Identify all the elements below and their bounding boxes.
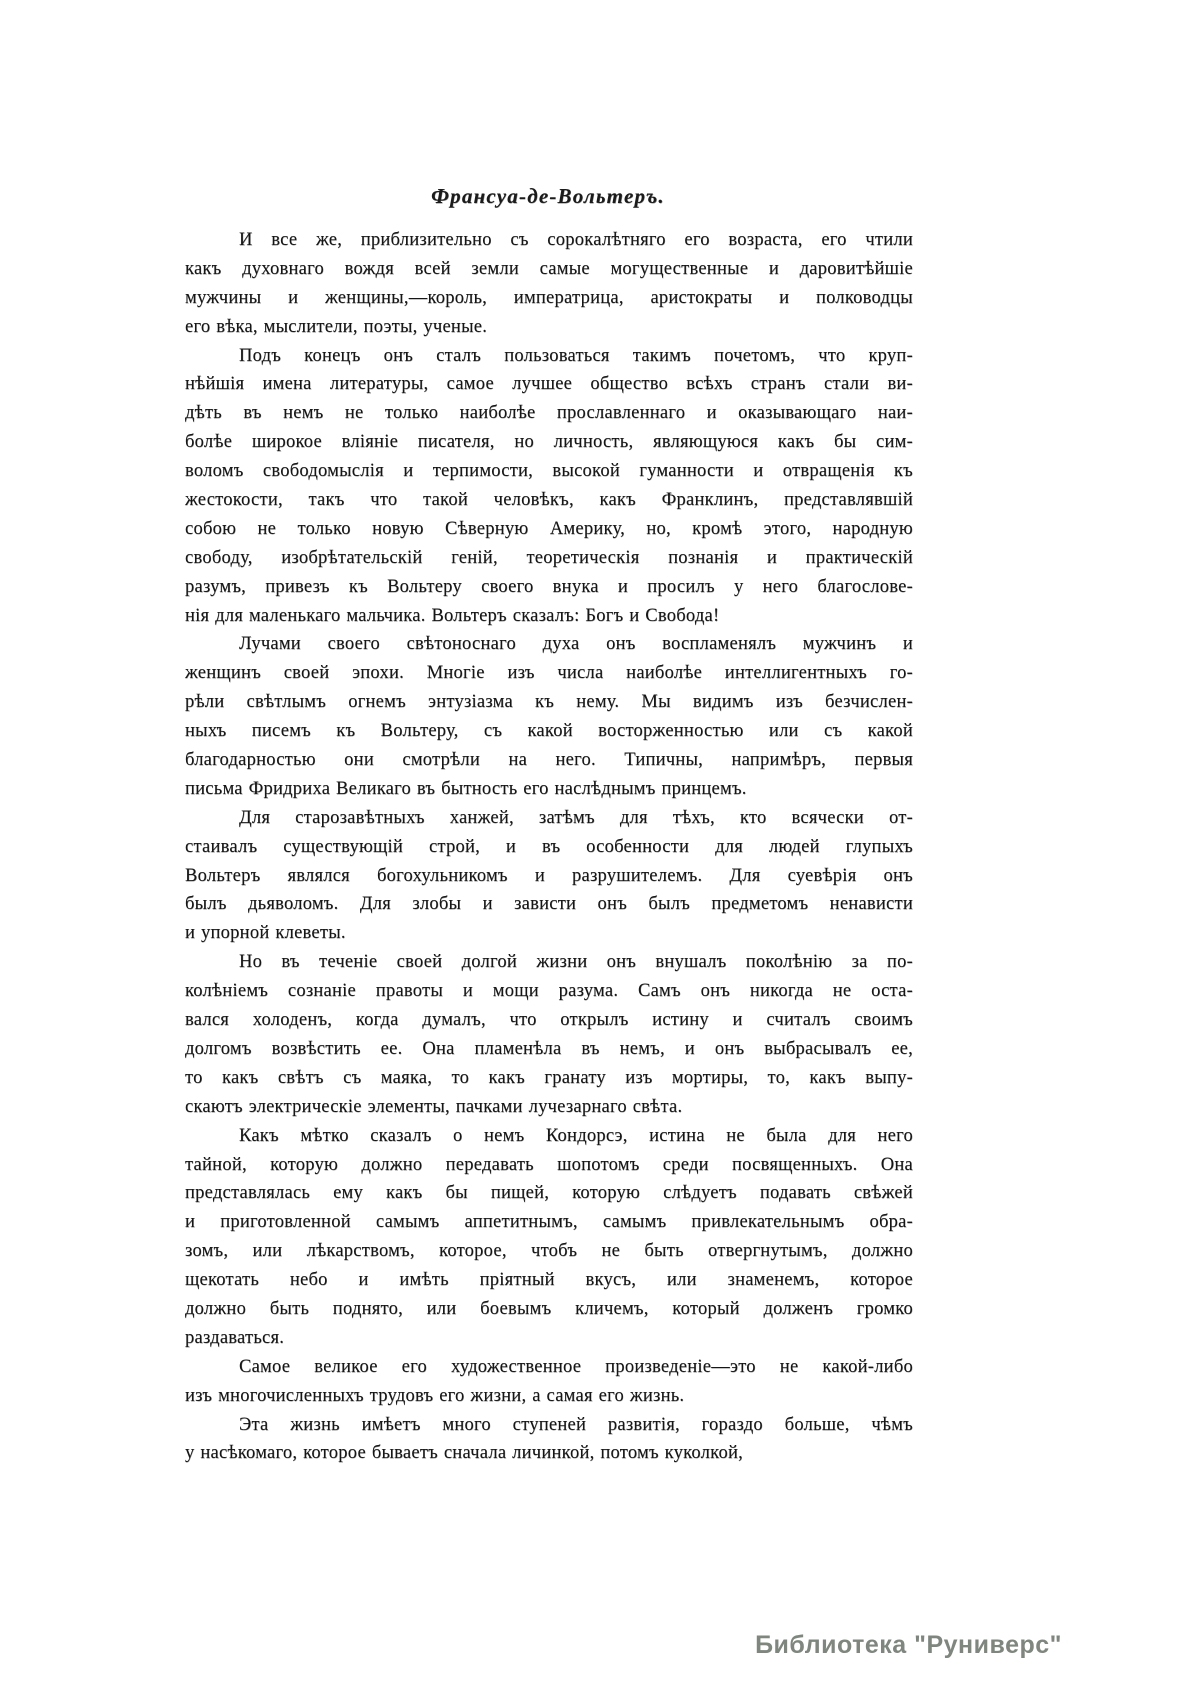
text-line: раздаваться. (185, 1327, 285, 1348)
text-line: тайной, которую должно передавать шопотомъ среди посвященныхъ. Она (185, 1154, 913, 1175)
text-line: то какъ свѣтъ съ маяка, то какъ гранату изъ мортиры, то, какъ выпу- (185, 1067, 913, 1088)
text-line: какъ духовнаго вождя всей земли самые могущественные и даровитѣйшіе (185, 258, 913, 279)
text-line: вался холоденъ, когда думалъ, что открылъ истину и считалъ своимъ (185, 1010, 913, 1031)
text-line: дѣть въ немъ не только наиболѣе прославленнаго и оказывающаго наи- (185, 403, 913, 424)
text-line: женщинъ своей эпохи. Многіе изъ числа наиболѣе интеллигентныхъ го- (185, 663, 913, 684)
text-line: зомъ, или лѣкарствомъ, которое, чтобъ не быть отвергнутымъ, должно (185, 1241, 913, 1262)
text-line: И все же, приблизительно съ сорокалѣтняго его возраста, его чтили (239, 230, 913, 250)
text-line: и приготовленной самымъ аппетитнымъ, самымъ привлекательнымъ обра- (185, 1212, 913, 1233)
text-line: и упорной клеветы. (185, 923, 346, 944)
text-line: должно быть поднято, или боевымъ кличемъ, который долженъ громко (185, 1298, 913, 1319)
text-line: его вѣка, мыслители, поэты, ученые. (185, 316, 488, 337)
text-line: мужчины и женщины,—король, императрица, аристократы и полководцы (185, 287, 913, 308)
text-line: Лучами своего свѣтоноснаго духа онъ воспламенялъ мужчинъ и (239, 634, 913, 655)
text-line: стаивалъ существующій строй, и въ особенности для людей глупыхъ (185, 836, 913, 857)
text-line: Вольтеръ являлся богохульникомъ и разрушителемъ. Для суевѣрія онъ (185, 865, 913, 886)
text-line: благодарностью они смотрѣли на него. Типичны, напримѣръ, первыя (185, 750, 913, 771)
text-line: былъ дьяволомъ. Для злобы и зависти онъ былъ предметомъ ненависти (185, 894, 913, 915)
text-line: ныхъ писемъ къ Вольтеру, съ какой восторженностью или съ какой (185, 721, 913, 742)
text-line: нѣйшія имена литературы, самое лучшее общество всѣхъ странъ стали ви- (185, 374, 913, 395)
text-line: долгомъ возвѣстить ее. Она пламенѣла въ немъ, и онъ выбрасывалъ ее, (185, 1038, 913, 1059)
text-line: болѣе широкое вліяніе писателя, но личность, являющуюся какъ бы сим- (185, 432, 913, 453)
library-watermark: Библиотека "Руниверс" (755, 1631, 1062, 1659)
page-title: Франсуа-де-Вольтеръ. (431, 184, 665, 208)
text-line: свободу, изобрѣтательскій геній, теоретическія познанія и практическій (185, 547, 913, 568)
text-line: Для старозавѣтныхъ ханжей, затѣмъ для тѣхъ, кто всячески от- (239, 807, 913, 828)
text-line: Эта жизнь имѣетъ много ступеней развитія, гораздо больше, чѣмъ (239, 1414, 913, 1435)
text-line: нія для маленькаго мальчика. Вольтеръ сказалъ: Богъ и Свобода! (185, 605, 720, 626)
text-line: Какъ мѣтко сказалъ о немъ Кондорсэ, истина не была для него (239, 1125, 913, 1146)
text-line: письма Фридриха Великаго въ бытность его наслѣднымъ принцемъ. (185, 778, 747, 799)
text-line: скаютъ электрическіе элементы, пачками лучезарнаго свѣта. (185, 1096, 683, 1117)
text-line: разумъ, привезъ къ Вольтеру своего внука и просилъ у него благослове- (185, 576, 913, 597)
text-line: Самое великое его художественное произведеніе—это не какой-либо (239, 1356, 913, 1377)
text-line: рѣли свѣтлымъ огнемъ энтузіазма къ нему. Мы видимъ изъ безчислен- (185, 692, 913, 713)
text-line: колѣніемъ сознаніе правоты и мощи разума. Самъ онъ никогда не оста- (185, 981, 913, 1002)
text-line: представлялась ему какъ бы пищей, которую слѣдуетъ подавать свѣжей (185, 1183, 913, 1204)
text-line: Подъ конецъ онъ сталъ пользоваться такимъ почетомъ, что круп- (239, 345, 913, 366)
text-line: собою не только новую Сѣверную Америку, но, кромѣ этого, народную (185, 518, 913, 539)
text-line: у насѣкомаго, которое бываетъ сначала личинкой, потомъ куколкой, (185, 1443, 743, 1464)
text-line: жестокости, такъ что такой человѣкъ, какъ Франклинъ, представлявшій (185, 490, 913, 511)
text-line: Но въ теченіе своей долгой жизни онъ внушалъ поколѣнію за по- (239, 952, 913, 973)
body-text (185, 226, 913, 1468)
text-line: щекотать небо и имѣть пріятный вкусъ, или знаменемъ, которое (185, 1270, 913, 1291)
text-line: изъ многочисленныхъ трудовъ его жизни, а самая его жизнь. (185, 1385, 685, 1406)
text-line: воломъ свободомыслія и терпимости, высокой гуманности и отвращенія къ (185, 461, 913, 482)
